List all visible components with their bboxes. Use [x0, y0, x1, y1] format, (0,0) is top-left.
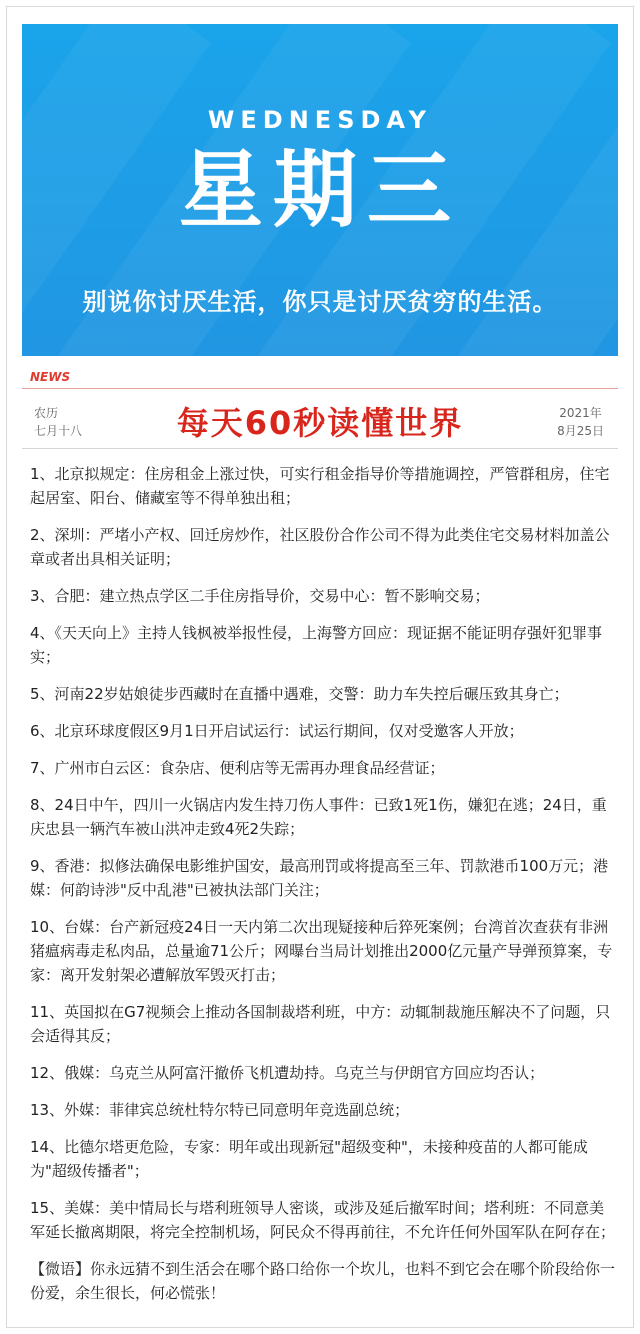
news-item: 8、24日中午，四川一火锅店内发生持刀伤人事件：已致1死1伤，嫌犯在逃；24日，重庆忠县一辆汽车被山洪冲走致4死2失踪；	[30, 796, 607, 838]
news-item: 6、北京环球度假区9月1日开启试运行：试运行期间，仅对受邀客人开放；	[30, 722, 524, 740]
news-item: 14、比德尔塔更危险，专家：明年或出现新冠"超级变种"，未接种疫苗的人都可能成为"超级传播者"；	[30, 1138, 588, 1180]
weekday-english: WEDNESDAY	[207, 106, 433, 134]
title-divider	[22, 448, 618, 449]
news-item: 12、俄媒：乌克兰从阿富汗撤侨飞机遭劫持。乌克兰与伊朗官方回应均否认；	[30, 1064, 545, 1082]
news-item: 7、广州市白云区：食杂店、便利店等无需再办理食品经营证；	[30, 759, 445, 777]
news-item: 13、外媒：菲律宾总统杜特尔特已同意明年竞选副总统；	[30, 1101, 410, 1119]
news-list	[30, 462, 616, 1305]
news-item: 10、台媒：台产新冠疫24日一天内第二次出现疑接种后猝死案例；台湾首次查获有非洲猪瘟病毒走私肉品，总量逾71公斤；网曝台当局计划推出2000亿元量产导弹预算案，专家：离开发射架必遭解放军毁灭打击；	[30, 918, 613, 984]
gregorian-date-block	[557, 404, 604, 440]
news-item: 15、美媒：美中情局长与塔利班领导人密谈，或涉及延后撤军时间；塔利班：不同意美军延长撤离期限，将完全控制机场，阿民众不得再前往，不允许任何外国军队在阿存在；	[30, 1199, 616, 1241]
date-month-day: 8月25日	[557, 424, 604, 438]
lunar-label: 农历	[34, 406, 59, 420]
news-item: 4、《天天向上》主持人钱枫被举报性侵，上海警方回应：现证据不能证明存强奸犯罪事实；	[30, 624, 603, 666]
lunar-date: 七月十八	[34, 424, 83, 438]
news-item: 3、合肥：建立热点学区二手住房指导价，交易中心：暂不影响交易；	[30, 587, 490, 605]
header-divider	[22, 388, 618, 389]
weekday-chinese: 星期三	[178, 141, 461, 239]
daily-quote: 【微语】你永远猜不到生活会在哪个路口给你一个坎儿，也料不到它会在哪个阶段给你一份爱，余生很长，何必慌张！	[30, 1260, 616, 1302]
date-year: 2021年	[559, 406, 602, 420]
news-item: 9、香港：拟修法确保电影维护国安，最高刑罚或将提高至三年、罚款港币100万元；港媒：何韵诗涉"反中乱港"已被执法部门关注；	[30, 857, 609, 899]
lunar-date-block	[34, 404, 82, 440]
news-item: 11、英国拟在G7视频会上推动各国制裁塔利班，中方：动辄制裁施压解决不了问题，只会适得其反；	[30, 1003, 611, 1045]
news-item: 5、河南22岁姑娘徒步西藏时在直播中遇难，交警：助力车失控后碾压致其身亡；	[30, 685, 569, 703]
news-tag: NEWS	[30, 370, 71, 384]
page-title: 每天60秒读懂世界	[176, 404, 464, 442]
banner-slogan: 别说你讨厌生活，你只是讨厌贫穷的生活。	[82, 288, 558, 316]
news-item: 1、北京拟规定：住房租金上涨过快，可实行租金指导价等措施调控，严管群租房，住宅起居室、阳台、储藏室等不得单独出租；	[30, 465, 610, 507]
news-item: 2、深圳：严堵小产权、回迁房炒作，社区股份合作公司不得为此类住宅交易材料加盖公章或者出具相关证明；	[30, 526, 610, 568]
weekday-banner	[22, 24, 618, 356]
